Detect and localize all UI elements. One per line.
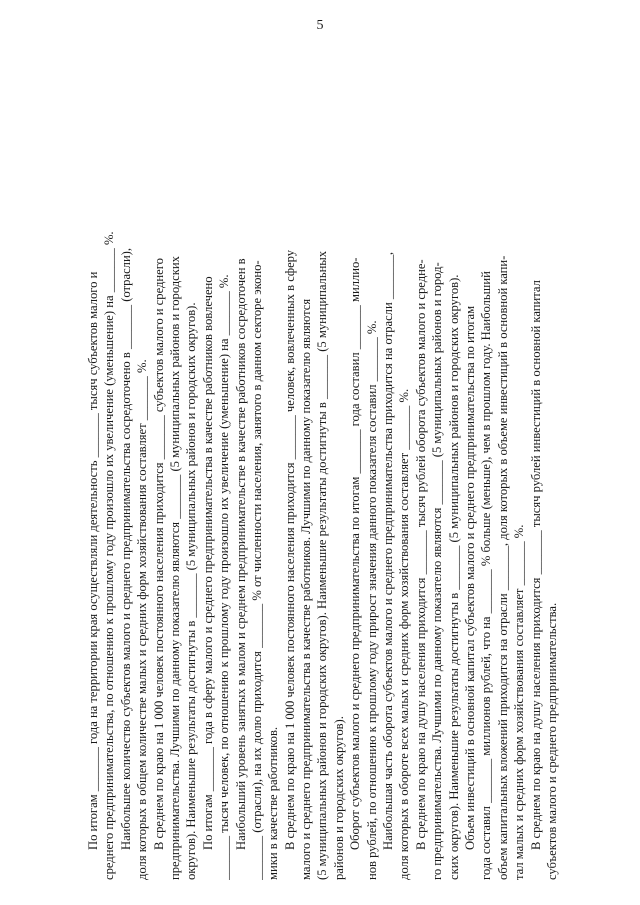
document-line: субъектов малого и среднего предпринимательства. bbox=[544, 602, 559, 880]
document-line: В среднем по краю на 1 000 человек постоянного населения приходится _______ субъектов малого и среднего bbox=[151, 258, 166, 850]
document-line: Наибольший уровень занятых в малом и среднем предпринимательстве в качестве работников сосредоточен в bbox=[233, 258, 248, 850]
document-line: тал малых и средних форм хозяйствования составляет _______ %. bbox=[512, 524, 527, 880]
document-line: В среднем по краю на душу населения приходится _______ тысяч рублей инвестиций в основной капитал bbox=[528, 280, 543, 850]
document-line: Наибольшее количество субъектов малого и среднего предпринимательства сосредоточено в _______ (отрасли), bbox=[118, 247, 133, 850]
page-number: 5 bbox=[316, 18, 324, 33]
document-line: ских округов). Наименьшие результаты достигнуты в _______ (5 муниципальных районов и городских округов). bbox=[446, 274, 461, 880]
document-line: Объем инвестиций в основной капитал субъектов малого и среднего предпринимательства по итогам bbox=[462, 305, 477, 850]
document-line: _______ (отрасли), на их долю приходится _______ % от численности населения, занятого в данном секторе эконо- bbox=[249, 260, 264, 880]
document-line: По итогам _______ года в сферу малого и среднего предпринимательства в качестве работников вовлечено bbox=[200, 276, 215, 850]
rotated-document-text bbox=[85, 70, 559, 880]
document-line: Наибольшая часть оборота субъектов малого и среднего предпринимательства приходится на отрасли _______, bbox=[381, 251, 396, 850]
document-line: доля которых в общем количестве малых и средних форм хозяйствования составляет _______ %. bbox=[135, 359, 150, 880]
document-line: В среднем по краю на 1 000 человек постоянного населения приходится _______ человек, вовлеченных в сферу bbox=[282, 249, 297, 850]
document-line: нов рублей, по отношению к прошлому году прирост значения данного показателя составил _______ %. bbox=[364, 320, 379, 880]
document-line: районов и городских округов). bbox=[331, 716, 346, 880]
document-line: По итогам _______ года на территории края осуществляли деятельность _______ тысяч субъектов малого и bbox=[86, 271, 100, 850]
document-line: объем капитальных вложений приходится на отрасли _______, доля которых в объеме инвестиций в основной капи- bbox=[495, 255, 510, 880]
document-line: среднего предпринимательства, по отношению к прошлому году произошло их увеличение (уменьшение) на _______ %. bbox=[102, 231, 117, 880]
document-line: предпринимательства. Лучшими по данному показателю являются _______ (5 муниципальных районов и городских bbox=[167, 256, 182, 880]
document-line: года составил _______ миллионов рублей, что на _______ % больше (меньше), чем в прошлом году. Наибольший bbox=[479, 271, 494, 880]
document-line: _______ тысяч человек, по отношению к прошлому году произошло их увеличение (уменьшение) на _______ %. bbox=[217, 274, 232, 880]
document-line: В среднем по краю на душу населения приходится _______ тысяч рублей оборота субъектов малого и средне- bbox=[413, 259, 428, 850]
document-line: Оборот субъектов малого и среднего предпринимательства по итогам _______ года составил _______ миллио- bbox=[348, 257, 363, 850]
document-line: (5 муниципальных районов и городских округов). Наименьшие результаты достигнуты в _______ (5 муниципальных bbox=[315, 250, 330, 880]
document-line: го предпринимательства. Лучшими по данному показателю являются _______ (5 муниципальных районов и город- bbox=[430, 262, 445, 880]
document-line: мики в качестве работников. bbox=[266, 726, 281, 880]
document-line: малого и среднего предпринимательства в качестве работников. Лучшими по данному показателю являются bbox=[299, 298, 314, 880]
document-line: доля которых в обороте всех малых и средних форм хозяйствования составляет _______ %. bbox=[397, 388, 412, 880]
document-line: округов). Наименьшие результаты достигнуты в _______ (5 муниципальных районов и городских округов). bbox=[184, 302, 199, 880]
